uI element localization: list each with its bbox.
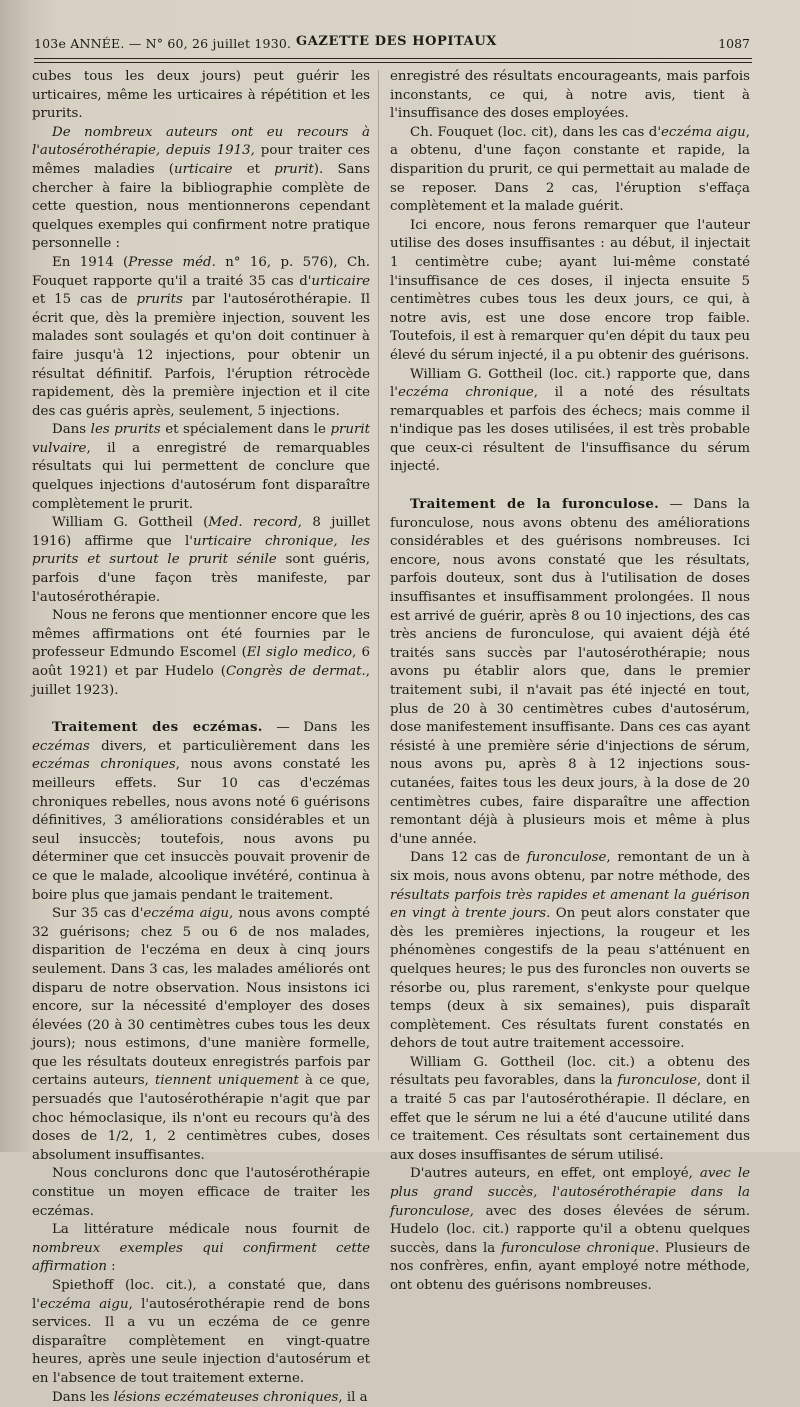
text-run: Dans les — [52, 1389, 114, 1405]
text-run: William G. Gottheil (loc. cit.) rapporte que, dans l' — [390, 366, 750, 401]
paragraph — [32, 254, 370, 421]
paragraph — [390, 1165, 750, 1295]
text-run: , il a noté des résultats remarquables et parfois des échecs; mais comme il n'indique pas les doses utilisées, il est très probable que ceux-ci résultent de l'insuffisance du sérum injecté. — [390, 385, 750, 475]
text-run: avec des doses élevées de sérum. Hudelo (loc. cit.) rapporte qu'il a obtenu quelques succès, dans la — [390, 1203, 750, 1256]
text-run: , juillet 1923). — [32, 664, 370, 698]
text-run: Dans — [52, 422, 91, 438]
section-heading-eczemas: Traitement des eczémas. — [52, 719, 263, 736]
text-run: , a obtenu, d'une façon constante et rapide, la disparition du prurit, ce qui permettait au malade de se reposer. Dans 2 cas, l'éruption s'effaça complètement et la malade guérit. — [390, 124, 750, 215]
text-run: n° 16, p. 576), Ch. Fouquet rapporte qu'il a traité 35 cas d' — [32, 254, 371, 289]
text-run: En 1914 ( — [52, 254, 129, 270]
paragraph — [32, 1165, 370, 1221]
text-run: , 6 août 1921) et par Hudelo ( — [32, 645, 370, 679]
header-rule — [34, 58, 752, 59]
text-run: eczémas — [32, 738, 90, 754]
left-column — [32, 68, 371, 1405]
text-run: Nous conclurons donc que l'autosérothérapie constitue un moyen efficace de traiter les eczémas. — [32, 1166, 370, 1219]
text-run: El siglo medico — [246, 645, 353, 661]
paragraph — [390, 1054, 750, 1166]
text-run: furonculose chronique — [501, 1240, 655, 1256]
text-run: eczéma aigu — [39, 1296, 129, 1312]
paragraph — [390, 217, 750, 366]
text-run: divers, et particulièrement dans les — [89, 738, 370, 754]
text-run: , l'autosérothérapie rend de bons services. Il a vu un eczéma de ce genre disparaître complètement en vingt-quatre heures, après une seule injection d'autosérum et en l'absence de tout traitement externe. — [32, 1296, 370, 1386]
paragraph — [32, 607, 370, 700]
text-run: urticaire chronique, les prurits et surtout le prurit sénile — [32, 533, 370, 568]
section-gap — [32, 700, 370, 718]
paragraph — [32, 421, 370, 514]
text-run: et spécialement dans le — [160, 422, 331, 438]
text-run: ). Sans chercher à faire la bibliographie complète de cette question, nous mentionnerons cependant quelques exemples qui confirment notre pratique personnelle : — [32, 161, 370, 252]
text-run: William G. Gottheil (loc. cit.) a obtenu des résultats peu favorables, dans la — [390, 1054, 750, 1089]
text-run: , il a enregistré de remarquables résultats qui lui permettent de conclure que quelques injections d'autosérum font disparaître complètement le prurit. — [32, 440, 370, 512]
paragraph — [390, 124, 750, 217]
paragraph — [32, 905, 370, 1165]
issue-info: 103e ANNÉE. — N° 60, 26 juillet 1930. — [34, 36, 292, 51]
text-run: à ce que, persuadés que l'autosérothérapie n'agit que par choc hémoclasique, ils n'ont eu recours qu'à des doses de 1/2, 1, 2 centimètres cubes, doses absolument insuffisantes. — [32, 1073, 370, 1163]
text-run: — Dans la furonculose, nous avons obtenu des améliorations considérables et des guérisons nombreuses. Ici encore, nous avons constaté que les résultats, parfois douteux, sont dus à l'utilisation de doses insuffisantes et insuffisamment prolongées. Il nous est arrivé de guérir, après 8 ou 10 injections, des cas très anciens de furonculose, qui avaient déjà été traités sans succès par l'autosérothérapie; nous avons pu établir alors que, dans le premier traitement subi, il n'avait pas été injecté en tout, plus de 20 à 30 centimètres cubes d'autosérum, dose manifestement insuffisante. Dans ces cas ayant résisté à une première série d'injections de sérum, nous avons pu, après 8 à 12 injections sous-cutanées, faites tous les deux jours, à la dose de 20 centimètres cubes, faire disparaître une affection remontant déjà à plusieurs mois et même à plus d'une année. — [390, 497, 750, 847]
paragraph — [32, 514, 370, 607]
section-heading-furonculose: Traitement de la furonculose. — [410, 496, 660, 513]
page-number: 1087 — [718, 36, 750, 51]
text-run: . Plusieurs de nos confrères, enfin, ayant employé notre méthode, ont obtenu des guérisons nombreuses. — [390, 1240, 750, 1293]
text-run: par l'autosérothérapie. Il écrit que, dès la première injection, souvent les malades sont soulagés et qu'on doit continuer à faire jusqu'à 12 injections, pour obtenir un résultat définitif. Parfois, l'éruption rétrocède rapidement, dès la première injection et il cite des cas guéris après, seulement, 5 injections. — [32, 292, 371, 419]
text-run: eczéma aigu — [143, 906, 229, 922]
text-run: Nous ne ferons que mentionner encore que les mêmes affirmations ont été fournies par le professeur Edmundo Escomel ( — [32, 608, 370, 661]
text-run: furonculose — [526, 850, 607, 866]
text-run: Med. record — [208, 515, 298, 531]
text-run: avec le plus grand succès, l'autosérothérapie dans la furonculose, — [390, 1166, 750, 1219]
text-run: les prurits — [90, 422, 161, 438]
paragraph — [390, 495, 750, 849]
text-run: lésions eczémateuses chroniques — [113, 1389, 339, 1405]
text-run: D'autres auteurs, en effet, ont employé, — [410, 1166, 700, 1182]
text-run: résultats parfois très rapides et amenant la guérison en vingt à trente jours. — [390, 887, 750, 922]
text-run: eczémas chroniques — [32, 757, 176, 773]
text-run: On peut alors constater que dès les premières injections, la rougeur et les phénomènes congestifs de la peau s'atténuent en quelques heures; le pus des furoncles non ouverts se résorbe ou, plus rarement, s'enkyste pour quelque temps (deux à six semaines), puis disparaît complètement. Ces résultats furent constatés en dehors de tout autre traitement accessoire. — [390, 906, 750, 1052]
text-run: prurit — [274, 161, 314, 177]
text-run: Presse méd. — [128, 254, 216, 270]
text-run: — Dans les — [262, 720, 370, 736]
text-run: , nous avons compté 32 guérisons; chez 5 ou 6 de nos malades, disparition de l'eczéma en deux à cinq jours seulement. Dans 3 cas, les malades améliorés ont disparu de notre observation. Nous insistons ici encore, sur la nécessité d'employer des doses élevées (20 à 30 centimètres cubes tous les deux jours); nous estimons, d'une manière formelle, que les résultats douteux enregistrés parfois par certains auteurs, — [32, 906, 371, 1089]
text-run: pour traiter ces mêmes maladies ( — [32, 143, 370, 177]
text-run: De nombreux auteurs ont eu recours à l'autosérothérapie, depuis 1913, — [32, 124, 370, 159]
text-run: prurit vulvaire — [32, 422, 370, 456]
text-run: Ici encore, nous ferons remarquer que l'auteur utilise des doses insuffisantes : au début, il injectait 1 centimètre cube; ayant lui-même constaté l'insuffisance de ces doses, il injecta ensuite 5 centimètres cubes tous les deux jours, ce qui, à notre avis, est une dose encore trop faible. Toutefois, il est à remarquer qu'en dépit du taux peu élevé du sérum injecté, il a pu obtenir des guérisons. — [390, 217, 750, 363]
text-run: Ch. Fouquet (loc. cit), dans les cas d' — [410, 124, 662, 140]
paragraph — [32, 1221, 370, 1277]
text-run: , nous avons constaté les meilleurs effets. Sur 10 cas d'eczémas chroniques rebelles, nous avons noté 6 guérisons définitives, 3 améliorations considérables et un seul insuccès; toutefois, nous avons pu déterminer que cet insuccès pouvait provenir de ce que le malade, alcoolique invétéré, continua à boire plus que jamais pendant le traitement. — [32, 757, 370, 903]
text-run: urticaire — [173, 161, 233, 177]
text-run: furonculose — [617, 1073, 698, 1089]
page-header — [34, 30, 750, 52]
text-run: eczéma aigu — [661, 124, 746, 140]
header-rule-thin — [34, 62, 752, 63]
paragraph — [32, 718, 370, 905]
text-run: prurits — [136, 292, 183, 308]
text-run: tiennent uniquement — [155, 1073, 299, 1089]
text-run: sont guéris, parfois d'une façon très manifeste, par l'autosérothérapie. — [32, 552, 370, 605]
text-run: eczéma chronique — [397, 385, 534, 401]
text-run: , 8 juillet 1916) affirme que l' — [32, 515, 370, 549]
paragraph — [32, 1277, 370, 1389]
text-run: Spiethoff (loc. cit.), a constaté que, dans l' — [32, 1278, 370, 1312]
paragraph — [390, 366, 750, 478]
text-run: nombreux exemples qui confirment cette affirmation — [32, 1240, 370, 1275]
text-run: Congrès de dermat. — [225, 664, 366, 679]
paragraph — [32, 68, 370, 124]
text-run: William G. Gottheil ( — [52, 515, 209, 531]
text-run: , dont il a traité 5 cas par l'autosérothérapie. Il déclare, en effet que le sérum ne lui a été d'aucune utilité dans ce traitement. Ces résultats sont certainement dus aux doses insuffisantes de sérum utilisé. — [390, 1073, 750, 1163]
paragraph — [390, 849, 750, 1054]
text-run: , remontant de un à six mois, nous avons obtenu, par notre méthode, des — [390, 850, 750, 884]
text-run: urticaire — [311, 273, 370, 289]
column-divider — [378, 70, 379, 1140]
text-run: et 15 cas de — [32, 292, 137, 308]
text-run: La littérature médicale nous fournit de — [52, 1222, 370, 1238]
text-run: : — [106, 1259, 116, 1275]
text-run: Sur 35 cas d' — [52, 906, 144, 922]
section-gap — [390, 477, 750, 495]
text-run: cubes tous les deux jours) peut guérir les urticaires, même les urticaires à répétition et les prurits. — [32, 69, 370, 122]
right-column — [390, 68, 750, 1293]
paragraph — [32, 124, 370, 254]
journal-title: GAZETTE DES HOPITAUX — [296, 34, 497, 49]
text-run: , il a — [338, 1389, 368, 1405]
text-run: Dans 12 cas de — [410, 850, 527, 866]
text-run: et — [232, 161, 275, 177]
paragraph — [32, 1389, 370, 1407]
text-run: enregistré des résultats encourageants, mais parfois inconstants, ce qui, à notre avis, tient à l'insuffisance des doses employées. — [390, 69, 750, 122]
paragraph — [390, 68, 750, 124]
